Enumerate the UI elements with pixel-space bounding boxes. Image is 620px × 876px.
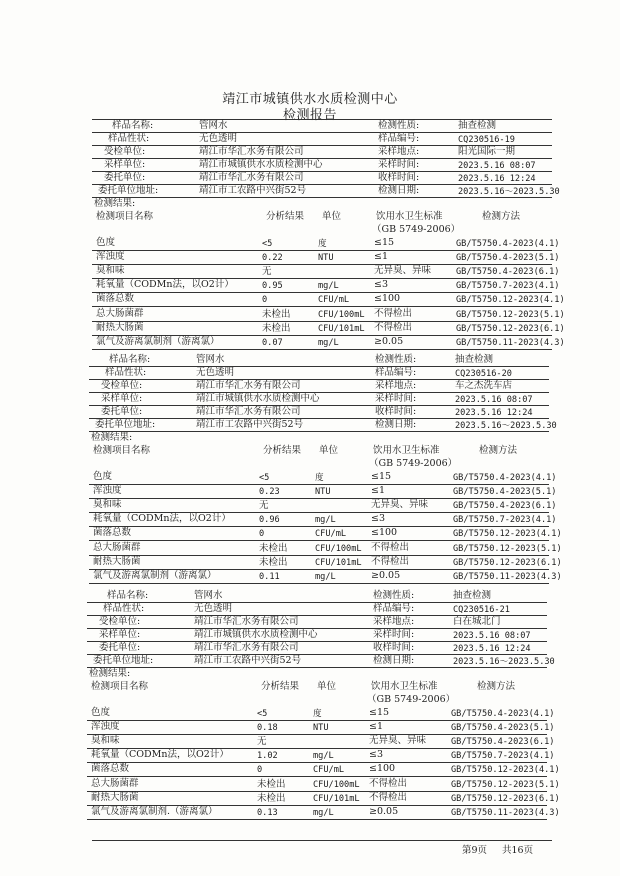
row-item: 氯气及游离氯制剂（游离氯） <box>93 569 217 581</box>
row-standard: ≤100 <box>374 293 401 305</box>
field-rule <box>87 667 547 668</box>
row-unit: CFU/mL <box>315 529 347 540</box>
row-rule <box>87 776 547 777</box>
row-result: 未检出 <box>262 322 291 334</box>
field-value-sample-name: 管网水 <box>196 354 225 365</box>
field-label: 委托单位: <box>99 642 141 653</box>
field-value-receive-time: 2023.5.16 12:24 <box>455 408 533 418</box>
field-label: 委托单位地址: <box>93 655 154 666</box>
row-result: <5 <box>262 239 273 249</box>
field-value-receive-time: 2023.5.16 12:24 <box>458 174 536 184</box>
field-label: 采样地点: <box>373 616 415 627</box>
field-rule <box>87 615 547 616</box>
row-method: GB/T5750.12-2023(5.1) <box>453 543 562 554</box>
row-item: 臭和味 <box>93 499 122 511</box>
field-label: 检测日期: <box>373 655 415 666</box>
field-value-client: 靖江市华汇水务有限公司 <box>194 616 299 627</box>
row-rule <box>89 484 549 485</box>
field-rule <box>89 431 549 432</box>
row-standard: ≤100 <box>371 527 398 539</box>
row-item: 总大肠菌群 <box>96 307 144 319</box>
field-value-sample-time: 2023.5.16 08:07 <box>458 161 536 171</box>
row-method: GB/T5750.11-2023(4.3) <box>451 807 560 818</box>
col-header-method: 检测方法 <box>479 445 518 456</box>
col-header-method: 检测方法 <box>482 211 521 222</box>
row-standard: ≤15 <box>369 707 390 718</box>
row-standard: 无异臭、异味 <box>371 499 429 511</box>
row-unit: mg/L <box>313 751 334 762</box>
row-standard: 无异臭、异味 <box>374 265 432 277</box>
row-rule <box>89 498 549 499</box>
row-method: GB/T5750.7-2023(4.1) <box>456 281 560 292</box>
field-label: 检测日期: <box>375 419 417 430</box>
row-result: 无 <box>262 266 272 278</box>
row-method: GB/T5750.4-2023(5.1) <box>451 723 555 734</box>
results-heading: 检测结果: <box>94 198 136 209</box>
field-value-sample-time: 2023.5.16 08:07 <box>453 631 531 641</box>
field-label: 样品编号: <box>373 603 415 614</box>
field-value-entrust: 靖江市华汇水务有限公司 <box>196 406 301 417</box>
row-result: 未检出 <box>259 556 288 568</box>
row-item: 臭和味 <box>96 265 125 277</box>
row-unit: NTU <box>315 487 331 498</box>
field-label: 样品名称: <box>112 120 154 131</box>
row-rule <box>87 762 547 763</box>
row-standard: 无异臭、异味 <box>369 735 427 747</box>
col-header-item: 检测项目名称 <box>93 445 151 456</box>
row-item: 浑浊度 <box>96 251 125 263</box>
page-total: 共16页 <box>502 845 534 856</box>
row-rule <box>92 321 552 322</box>
field-rule <box>89 418 549 419</box>
field-value-entrust-addr: 靖江市工农路中兴街52号 <box>199 185 307 196</box>
row-method: GB/T5750.11-2023(4.3) <box>456 337 565 348</box>
col-header-item: 检测项目名称 <box>91 681 149 692</box>
field-value-sample-name: 管网水 <box>194 590 223 601</box>
field-value-test-type: 抽查检测 <box>455 354 494 365</box>
row-method: GB/T5750.4-2023(4.1) <box>453 473 557 483</box>
field-rule <box>92 132 552 133</box>
row-standard: ≥0.05 <box>369 805 399 817</box>
row-method: GB/T5750.4-2023(6.1) <box>453 501 557 512</box>
row-unit: CFU/101mL <box>315 557 362 568</box>
field-label: 委托单位: <box>101 406 143 417</box>
row-method: GB/T5750.12-2023(5.1) <box>456 309 565 320</box>
field-label: 采样时间: <box>375 393 417 404</box>
row-standard: ≤15 <box>374 237 395 248</box>
page-number: 第9页 <box>462 845 488 856</box>
row-item: 色度 <box>93 471 113 482</box>
row-item: 耐热大肠菌 <box>91 791 139 803</box>
field-value-sample-site: 白在城北门 <box>453 616 501 627</box>
row-rule <box>87 720 547 721</box>
row-standard: 不得检出 <box>374 307 413 319</box>
row-standard: ≤3 <box>371 513 386 525</box>
col-header-result: 分析结果 <box>263 445 302 456</box>
row-result: 1.02 <box>257 751 278 762</box>
field-label: 委托单位地址: <box>98 185 159 196</box>
field-label: 采样地点: <box>375 380 417 391</box>
row-result: 未检出 <box>257 792 286 804</box>
field-value-sample-site: 阳光国际一期 <box>458 146 516 157</box>
row-unit: mg/L <box>315 571 336 582</box>
field-value-sampler: 靖江市城镇供水水质检测中心 <box>194 629 318 640</box>
row-rule <box>92 292 552 293</box>
field-rule <box>87 641 547 642</box>
field-value-client: 靖江市华汇水务有限公司 <box>199 146 304 157</box>
row-unit: 度 <box>318 239 327 249</box>
row-standard: ≤1 <box>371 485 386 497</box>
row-unit: CFU/101mL <box>313 793 360 804</box>
col-header-standard-code: （GB 5749-2006） <box>367 694 456 705</box>
field-label: 采样时间: <box>378 159 420 170</box>
row-rule <box>89 540 549 541</box>
field-label: 委托单位: <box>104 172 146 183</box>
row-item: 耗氧量（CODMn法，以O2计） <box>96 279 234 291</box>
field-value-test-date: 2023.5.16～2023.5.30 <box>453 657 555 667</box>
field-label: 检测日期: <box>378 185 420 196</box>
row-item: 浑浊度 <box>93 485 122 497</box>
row-standard: 不得检出 <box>371 555 410 567</box>
row-item: 菌落总数 <box>93 527 132 539</box>
row-item: 氯气及游离氯制剂.（游离氯） <box>91 805 218 817</box>
col-header-standard-code: （GB 5749-2006） <box>369 458 458 469</box>
field-value-sample-state: 无色透明 <box>199 133 238 144</box>
results-heading: 检测结果: <box>89 668 131 679</box>
col-header-standard: 饮用水卫生标准 <box>371 681 438 692</box>
row-rule <box>92 306 552 307</box>
row-result: 0.07 <box>262 337 283 348</box>
field-label: 受检单位: <box>104 146 146 157</box>
row-standard: ≤1 <box>374 251 389 263</box>
row-standard: ≤3 <box>374 279 389 291</box>
row-method: GB/T5750.4-2023(4.1) <box>456 239 560 249</box>
field-label: 样品性状: <box>103 603 145 614</box>
field-label: 检测性质: <box>378 120 420 131</box>
row-standard: 不得检出 <box>371 541 410 553</box>
field-value-sample-site: 车之杰洗车店 <box>455 380 513 391</box>
field-rule <box>89 366 549 367</box>
row-item: 耗氧量（CODMn法，以O2计） <box>91 749 229 761</box>
row-unit: mg/L <box>318 281 339 292</box>
row-result: 0.23 <box>259 487 280 498</box>
col-header-unit: 单位 <box>317 681 337 692</box>
field-value-sampler: 靖江市城镇供水水质检测中心 <box>196 393 320 404</box>
row-method: GB/T5750.12-2023(4.1) <box>451 765 560 776</box>
row-method: GB/T5750.4-2023(6.1) <box>456 267 560 278</box>
row-method: GB/T5750.12-2023(6.1) <box>456 323 565 334</box>
row-item: 色度 <box>96 237 116 248</box>
row-rule <box>87 791 547 792</box>
row-standard: ≤1 <box>369 721 384 733</box>
row-item: 菌落总数 <box>91 763 130 775</box>
field-label: 样品性状: <box>105 367 147 378</box>
row-result: 0 <box>262 295 268 306</box>
row-item: 耐热大肠菌 <box>93 555 141 567</box>
field-value-sample-state: 无色透明 <box>196 367 235 378</box>
row-unit: 度 <box>313 709 322 719</box>
field-value-sampler: 靖江市城镇供水水质检测中心 <box>199 159 323 170</box>
field-value-client: 靖江市华汇水务有限公司 <box>196 380 301 391</box>
row-result: <5 <box>257 709 268 719</box>
field-value-entrust: 靖江市华汇水务有限公司 <box>194 642 299 653</box>
bottom-rule <box>92 840 552 841</box>
field-rule <box>92 158 552 159</box>
row-result: 未检出 <box>262 308 291 320</box>
field-value-entrust-addr: 靖江市工农路中兴街52号 <box>194 655 302 666</box>
col-header-method: 检测方法 <box>477 681 516 692</box>
field-rule <box>87 602 547 603</box>
field-rule <box>92 171 552 172</box>
field-value-sample-time: 2023.5.16 08:07 <box>455 395 533 405</box>
row-unit: CFU/101mL <box>318 323 365 334</box>
field-value-test-type: 抽查检测 <box>458 120 497 131</box>
row-result: 0.18 <box>257 723 278 734</box>
field-rule <box>87 654 547 655</box>
field-value-test-type: 抽查检测 <box>453 590 492 601</box>
field-rule <box>92 184 552 185</box>
row-unit: CFU/mL <box>318 295 350 306</box>
field-label: 采样时间: <box>373 629 415 640</box>
row-result: 无 <box>259 500 269 512</box>
field-rule <box>92 197 552 198</box>
field-value-sample-state: 无色透明 <box>194 603 233 614</box>
row-method: GB/T5750.4-2023(4.1) <box>451 709 555 719</box>
row-unit: NTU <box>313 723 329 734</box>
row-result: 0 <box>259 529 265 540</box>
field-label: 采样单位: <box>104 159 146 170</box>
row-result: 0.95 <box>262 281 283 292</box>
row-item: 臭和味 <box>91 735 120 747</box>
row-method: GB/T5750.7-2023(4.1) <box>451 751 555 762</box>
row-result: 0.96 <box>259 515 280 526</box>
row-unit: mg/L <box>313 807 334 818</box>
field-rule <box>89 379 549 380</box>
field-label: 委托单位地址: <box>95 419 156 430</box>
row-rule <box>89 526 549 527</box>
field-value-entrust-addr: 靖江市工农路中兴街52号 <box>196 419 304 430</box>
row-method: GB/T5750.12-2023(6.1) <box>453 557 562 568</box>
col-header-standard: 饮用水卫生标准 <box>376 211 443 222</box>
field-label: 采样地点: <box>378 146 420 157</box>
field-value-sample-no: CQ230516-19 <box>458 135 515 145</box>
row-standard: ≤3 <box>369 749 384 761</box>
field-label: 受检单位: <box>99 616 141 627</box>
col-header-unit: 单位 <box>322 211 342 222</box>
col-header-standard-code: （GB 5749-2006） <box>372 224 461 235</box>
row-standard: ≤15 <box>371 471 392 482</box>
row-rule <box>87 734 547 735</box>
field-label: 收样时间: <box>378 172 420 183</box>
row-item: 色度 <box>91 707 111 718</box>
row-method: GB/T5750.4-2023(6.1) <box>451 737 555 748</box>
field-label: 检测性质: <box>375 354 417 365</box>
field-value-test-date: 2023.5.16～2023.5.30 <box>455 421 557 431</box>
field-label: 受检单位: <box>101 380 143 391</box>
row-item: 浑浊度 <box>91 721 120 733</box>
field-rule <box>87 628 547 629</box>
row-method: GB/T5750.4-2023(5.1) <box>453 487 557 498</box>
row-method: GB/T5750.12-2023(4.1) <box>456 295 565 306</box>
row-result: <5 <box>259 473 270 483</box>
field-value-receive-time: 2023.5.16 12:24 <box>453 644 531 654</box>
row-result: 0 <box>257 765 263 776</box>
row-standard: ≤100 <box>369 763 396 775</box>
row-unit: CFU/mL <box>313 765 345 776</box>
row-standard: ≥0.05 <box>374 335 404 347</box>
row-standard: 不得检出 <box>369 777 408 789</box>
row-result: 未检出 <box>257 778 286 790</box>
row-item: 总大肠菌群 <box>93 541 141 553</box>
row-item: 菌落总数 <box>96 293 135 305</box>
row-unit: CFU/100mL <box>313 779 360 790</box>
row-rule <box>92 349 552 350</box>
row-item: 总大肠菌群 <box>91 777 139 789</box>
row-unit: mg/L <box>315 515 336 526</box>
results-heading: 检测结果: <box>91 432 133 443</box>
row-method: GB/T5750.12-2023(6.1) <box>451 793 560 804</box>
row-item: 氯气及游离氯制剂（游离氯） <box>96 335 220 347</box>
field-label: 检测性质: <box>373 590 415 601</box>
row-method: GB/T5750.11-2023(4.3) <box>453 571 562 582</box>
report-subtitle: 检测报告 <box>282 108 337 123</box>
row-standard: 不得检出 <box>374 321 413 333</box>
col-header-result: 分析结果 <box>266 211 305 222</box>
field-value-entrust: 靖江市华汇水务有限公司 <box>199 172 304 183</box>
row-method: GB/T5750.12-2023(4.1) <box>453 529 562 540</box>
col-header-item: 检测项目名称 <box>96 211 154 222</box>
field-label: 样品名称: <box>109 354 151 365</box>
row-unit: mg/L <box>318 337 339 348</box>
row-item: 耐热大肠菌 <box>96 321 144 333</box>
field-rule <box>92 145 552 146</box>
field-label: 收样时间: <box>375 406 417 417</box>
row-rule <box>89 583 549 584</box>
field-rule <box>89 392 549 393</box>
row-rule <box>92 250 552 251</box>
row-standard: ≥0.05 <box>371 569 401 581</box>
row-unit: CFU/100mL <box>315 543 362 554</box>
col-header-unit: 单位 <box>319 445 339 456</box>
field-label: 采样单位: <box>101 393 143 404</box>
field-label: 样品编号: <box>378 133 420 144</box>
field-value-test-date: 2023.5.16～2023.5.30 <box>458 187 560 197</box>
col-header-standard: 饮用水卫生标准 <box>373 445 440 456</box>
row-rule <box>87 819 547 820</box>
field-label: 采样单位: <box>99 629 141 640</box>
row-unit: 度 <box>315 473 324 483</box>
row-standard: 不得检出 <box>369 791 408 803</box>
row-unit: NTU <box>318 253 334 264</box>
field-label: 收样时间: <box>373 642 415 653</box>
field-value-sample-name: 管网水 <box>199 120 228 131</box>
row-rule <box>89 555 549 556</box>
row-method: GB/T5750.12-2023(5.1) <box>451 779 560 790</box>
col-header-result: 分析结果 <box>261 681 300 692</box>
field-value-sample-no: CQ230516-20 <box>455 369 512 379</box>
field-label: 样品名称: <box>107 590 149 601</box>
row-unit: CFU/100mL <box>318 309 365 320</box>
row-method: GB/T5750.7-2023(4.1) <box>453 515 557 526</box>
row-result: 0.11 <box>259 571 280 582</box>
report-title: 靖江市城镇供水水质检测中心 <box>222 92 398 107</box>
row-result: 无 <box>257 736 267 748</box>
field-rule <box>89 405 549 406</box>
field-label: 样品编号: <box>375 367 417 378</box>
row-method: GB/T5750.4-2023(5.1) <box>456 253 560 264</box>
row-rule <box>92 264 552 265</box>
row-result: 0.13 <box>257 807 278 818</box>
row-result: 0.22 <box>262 253 283 264</box>
field-value-sample-no: CQ230516-21 <box>453 605 510 615</box>
field-label: 样品性状: <box>108 133 150 144</box>
row-item: 耗氧量（CODMn法，以O2计） <box>93 513 231 525</box>
row-result: 未检出 <box>259 542 288 554</box>
